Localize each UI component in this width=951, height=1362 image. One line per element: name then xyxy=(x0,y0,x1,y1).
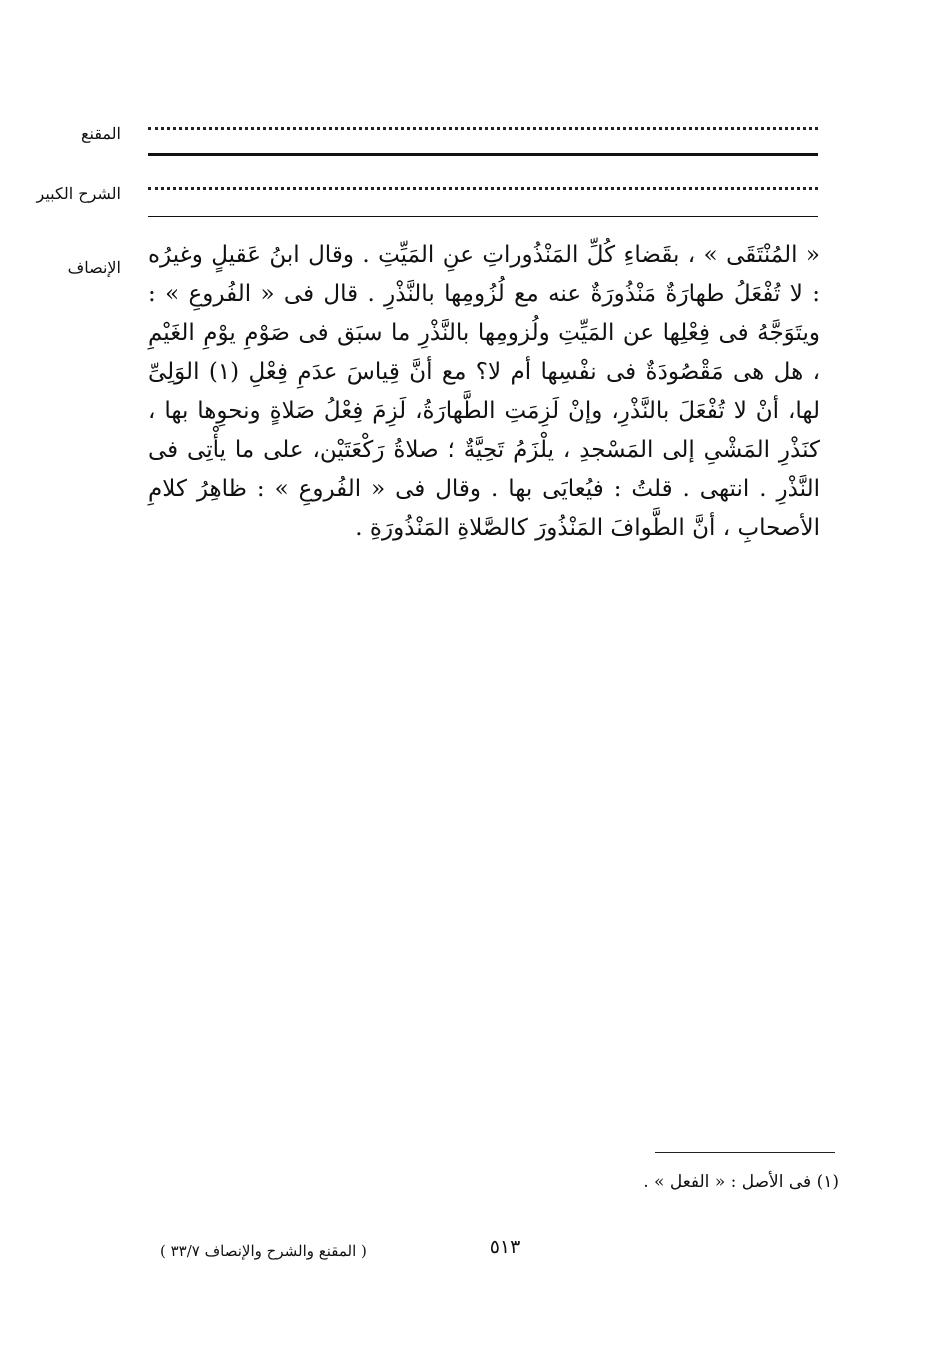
insaf-section-label: الإنصاف xyxy=(67,258,121,277)
muqni-section-label: المقنع xyxy=(80,124,121,143)
sharh-divider-rule xyxy=(148,216,818,217)
sharh-text-placeholder xyxy=(148,187,818,190)
sharh-section-label: الشرح الكبير xyxy=(36,184,121,203)
footnote-divider-rule xyxy=(655,1152,835,1153)
insaf-body-paragraph: « المُنْتَقَى » ، بقَضاءِ كُلِّ المَنْذُوراتِ عنِ المَيِّتِ . وقال ابنُ عَقيلٍ وغيرُه : لا تُفْعَلُ طهارَةٌ مَنْذُورَةٌ عنه مع لُزُومِها بالنَّذْرِ . قال فى « الفُروعِ » : ويتَوَجَّهُ فى فِعْلِها عن المَيِّتِ ولُزومِها بالنَّذْرِ ما سبَق فى صَوْمِ يوْمِ الغَيْمِ ، هل هى مَقْصُودَةٌ فى نفْسِها أم لا؟ مع أنَّ قِياسَ عدَمِ فِعْلِ (١) الوَلِىِّ لها، أنْ لا تُفْعَلَ بالنَّذْرِ، وإنْ لَزِمَتِ الطَّهارَةُ، لَزِمَ فِعْلُ صَلاةٍ ونحوِها بها ، كنَذْرِ المَشْىِ إلى المَسْجدِ ، يلْزَمُ تَحِيَّةٌ ؛ صلاةُ رَكْعَتَيْن، على ما يأْتِى فى النَّذْرِ . انتهى . قلتُ : فيُعايَى بها . وقال فى « الفُروعِ » : ظاهِرُ كلامِ الأصحابِ ، أنَّ الطَّوافَ المَنْذُورَ كالصَّلاةِ المَنْذُورَةِ . xyxy=(148,242,820,541)
page-number: ٥١٣ xyxy=(489,1236,521,1258)
muqni-divider-rule xyxy=(148,153,818,156)
running-footer: ( المقنع والشرح والإنصاف ٣٣/٧ ) xyxy=(160,1242,367,1260)
muqni-text-placeholder xyxy=(148,127,818,130)
footnote-text: (١) فى الأصل : « الفعل » . xyxy=(643,1172,839,1192)
